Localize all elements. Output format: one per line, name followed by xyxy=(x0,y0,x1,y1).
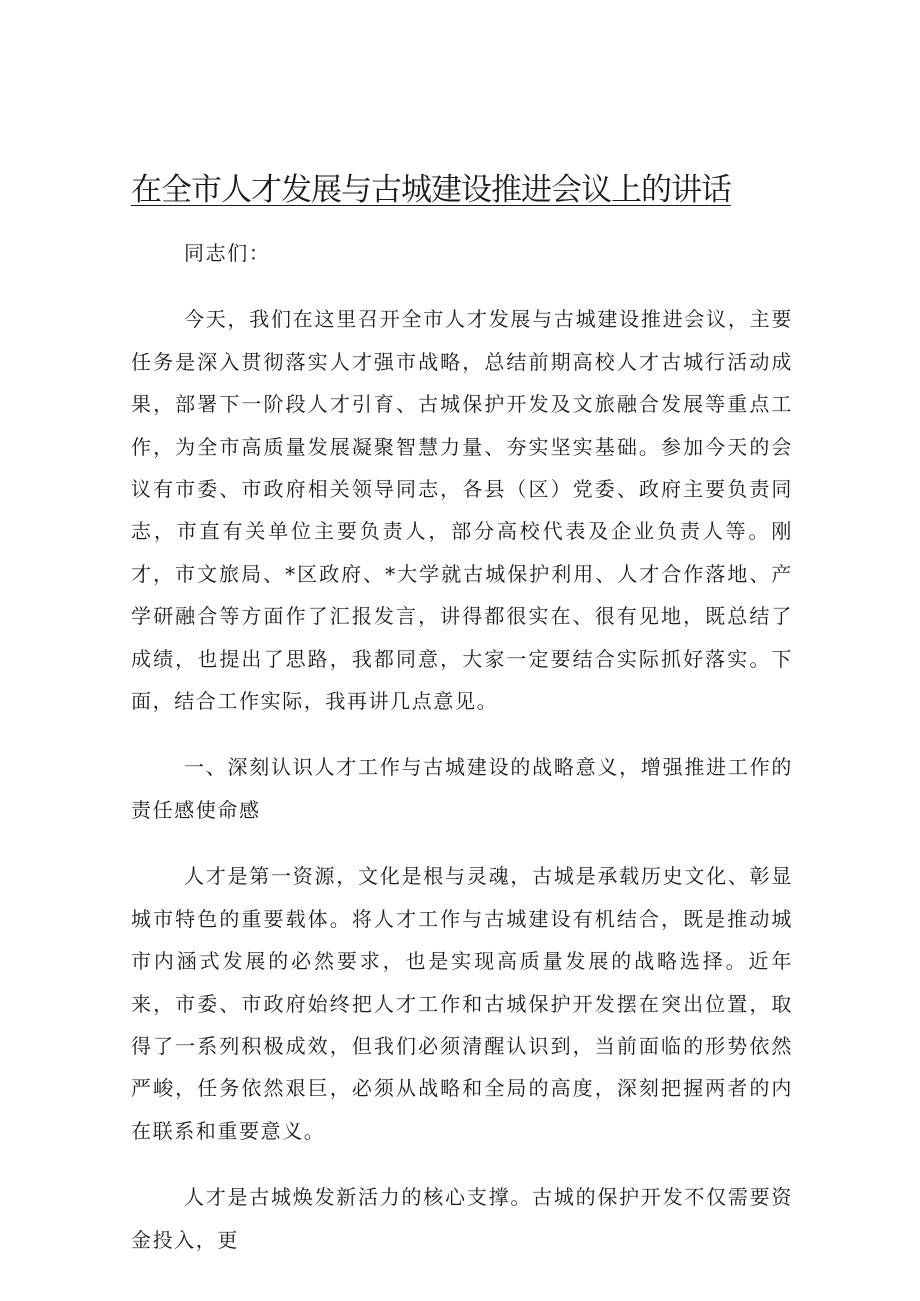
salutation: 同志们： xyxy=(184,241,271,265)
paragraph-significance: 人才是第一资源，文化是根与灵魂，古城是承载历史文化、彰显城市特色的重要载体。将人才工作与古城建设有机结合，既是推动城市内涵式发展的必然要求，也是实现高质量发展的战略选择。近年来，市委、市政府始终把人才工作和古城保护开发摆在突出位置，取得了一系列积极成效，但我们必须清醒认识到，当前面临的形势依然严峻，任务依然艰巨，必须从战略和全局的高度，深刻把握两者的内在联系和重要意义。 xyxy=(131,864,793,1143)
section-heading-1: 一、深刻认识人才工作与古城建设的战略意义，增强推进工作的责任感使命感 xyxy=(131,755,793,822)
document-body xyxy=(131,232,793,1261)
paragraph-opening: 今天，我们在这里召开全市人才发展与古城建设推进会议，主要任务是深入贯彻落实人才强市战略，总结前期高校人才古城行活动成果，部署下一阶段人才引育、古城保护开发及文旅融合发展等重点工作，为全市高质量发展凝聚智慧力量、夯实坚实基础。参加今天的会议有市委、市政府相关领导同志，各县（区）党委、政府主要负责同志，市直有关单位主要负责人，部分高校代表及企业负责人等。刚才，市文旅局、*区政府、*大学就古城保护利用、人才合作落地、产学研融合等方面作了汇报发言，讲得都很实在、很有见地，既总结了成绩，也提出了思路，我都同意，大家一定要结合实际抓好落实。下面，结合工作实际，我再讲几点意见。 xyxy=(131,307,793,714)
paragraph-talent-support: 人才是古城焕发新活力的核心支撑。古城的保护开发不仅需要资金投入，更 xyxy=(131,1185,793,1252)
document-title: 在全市人才发展与古城建设推进会议上的讲话 xyxy=(131,172,731,208)
